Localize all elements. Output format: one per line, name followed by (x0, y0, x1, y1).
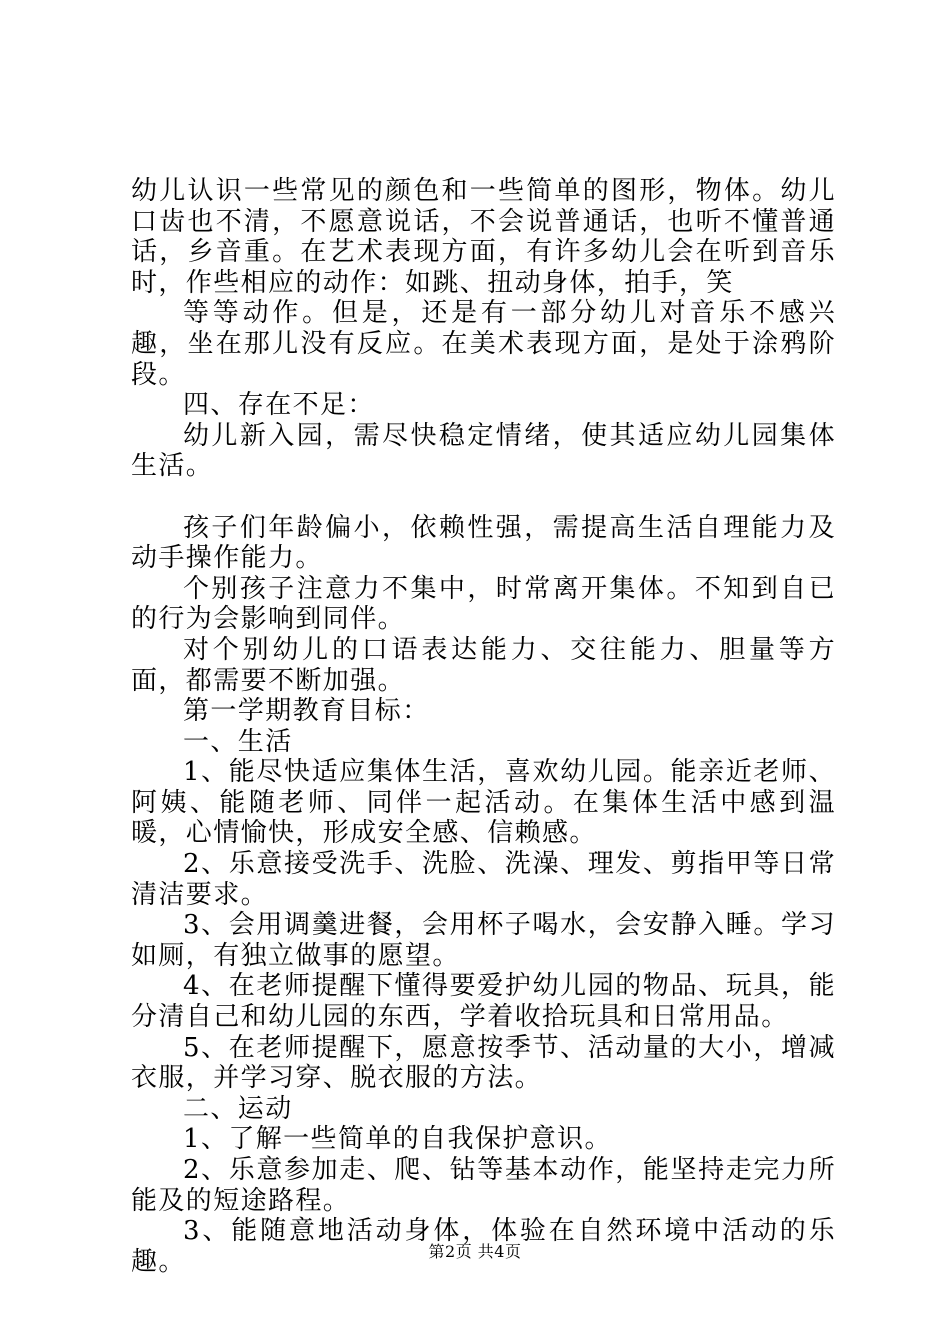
paragraph: 5、在老师提醒下，愿意按季节、活动量的大小，增减衣服，并学习穿、脱衣服的方法。 (131, 1032, 836, 1094)
paragraph: 第一学期教育目标： (183, 696, 430, 727)
paragraph: 二、运动 (183, 1093, 293, 1124)
paragraph: 四、存在不足： (183, 390, 375, 421)
paragraph: 等等动作。但是，还是有一部分幼儿对音乐不感兴趣，坐在那儿没有反应。在美术表现方面，是处于涂鸦阶段。 (131, 298, 836, 390)
paragraph-gap (131, 482, 836, 513)
paragraph: 4、在老师提醒下懂得要爱护幼儿园的物品、玩具，能分清自己和幼儿园的东西，学着收拾玩具和日常用品。 (131, 971, 836, 1033)
paragraph: 个别孩子注意力不集中，时常离开集体。不知到自已的行为会影响到同伴。 (131, 573, 836, 635)
paragraph: 3、能随意地活动身体，体验在自然环境中活动的乐趣。 (131, 1216, 836, 1277)
paragraph: 1、了解一些简单的自我保护意识。 (183, 1124, 612, 1155)
paragraph: 1、能尽快适应集体生活，喜欢幼儿园。能亲近老师、阿姨、能随老师、同伴一起活动。在集体生活中感到温暖，心情愉快，形成安全感、信赖感。 (131, 757, 836, 849)
paragraph: 2、乐意接受洗手、洗脸、洗澡、理发、剪指甲等日常清洁要求。 (131, 849, 836, 910)
paragraph: 一、生活 (183, 726, 293, 757)
paragraph: 幼儿认识一些常见的颜色和一些简单的图形，物体。幼儿口齿也不清，不愿意说话，不会说普通话，也听不懂普通话，乡音重。在艺术表现方面，有许多幼儿会在听到音乐时，作些相应的动作：如跳、扭动身体，拍手，笑 (131, 176, 836, 298)
document-body (131, 176, 836, 1277)
page-footer: 第2页 共4页 (428, 1242, 522, 1261)
paragraph: 孩子们年龄偏小，依赖性强，需提高生活自理能力及动手操作能力。 (131, 512, 836, 574)
paragraph: 对个别幼儿的口语表达能力、交往能力、胆量等方面，都需要不断加强。 (131, 634, 836, 696)
paragraph: 3、会用调羹进餐，会用杯子喝水，会安静入睡。学习如厕，有独立做事的愿望。 (131, 910, 836, 971)
paragraph: 2、乐意参加走、爬、钻等基本动作，能坚持走完力所能及的短途路程。 (131, 1155, 836, 1216)
paragraph: 幼儿新入园，需尽快稳定情绪，使其适应幼儿园集体生活。 (131, 420, 836, 482)
